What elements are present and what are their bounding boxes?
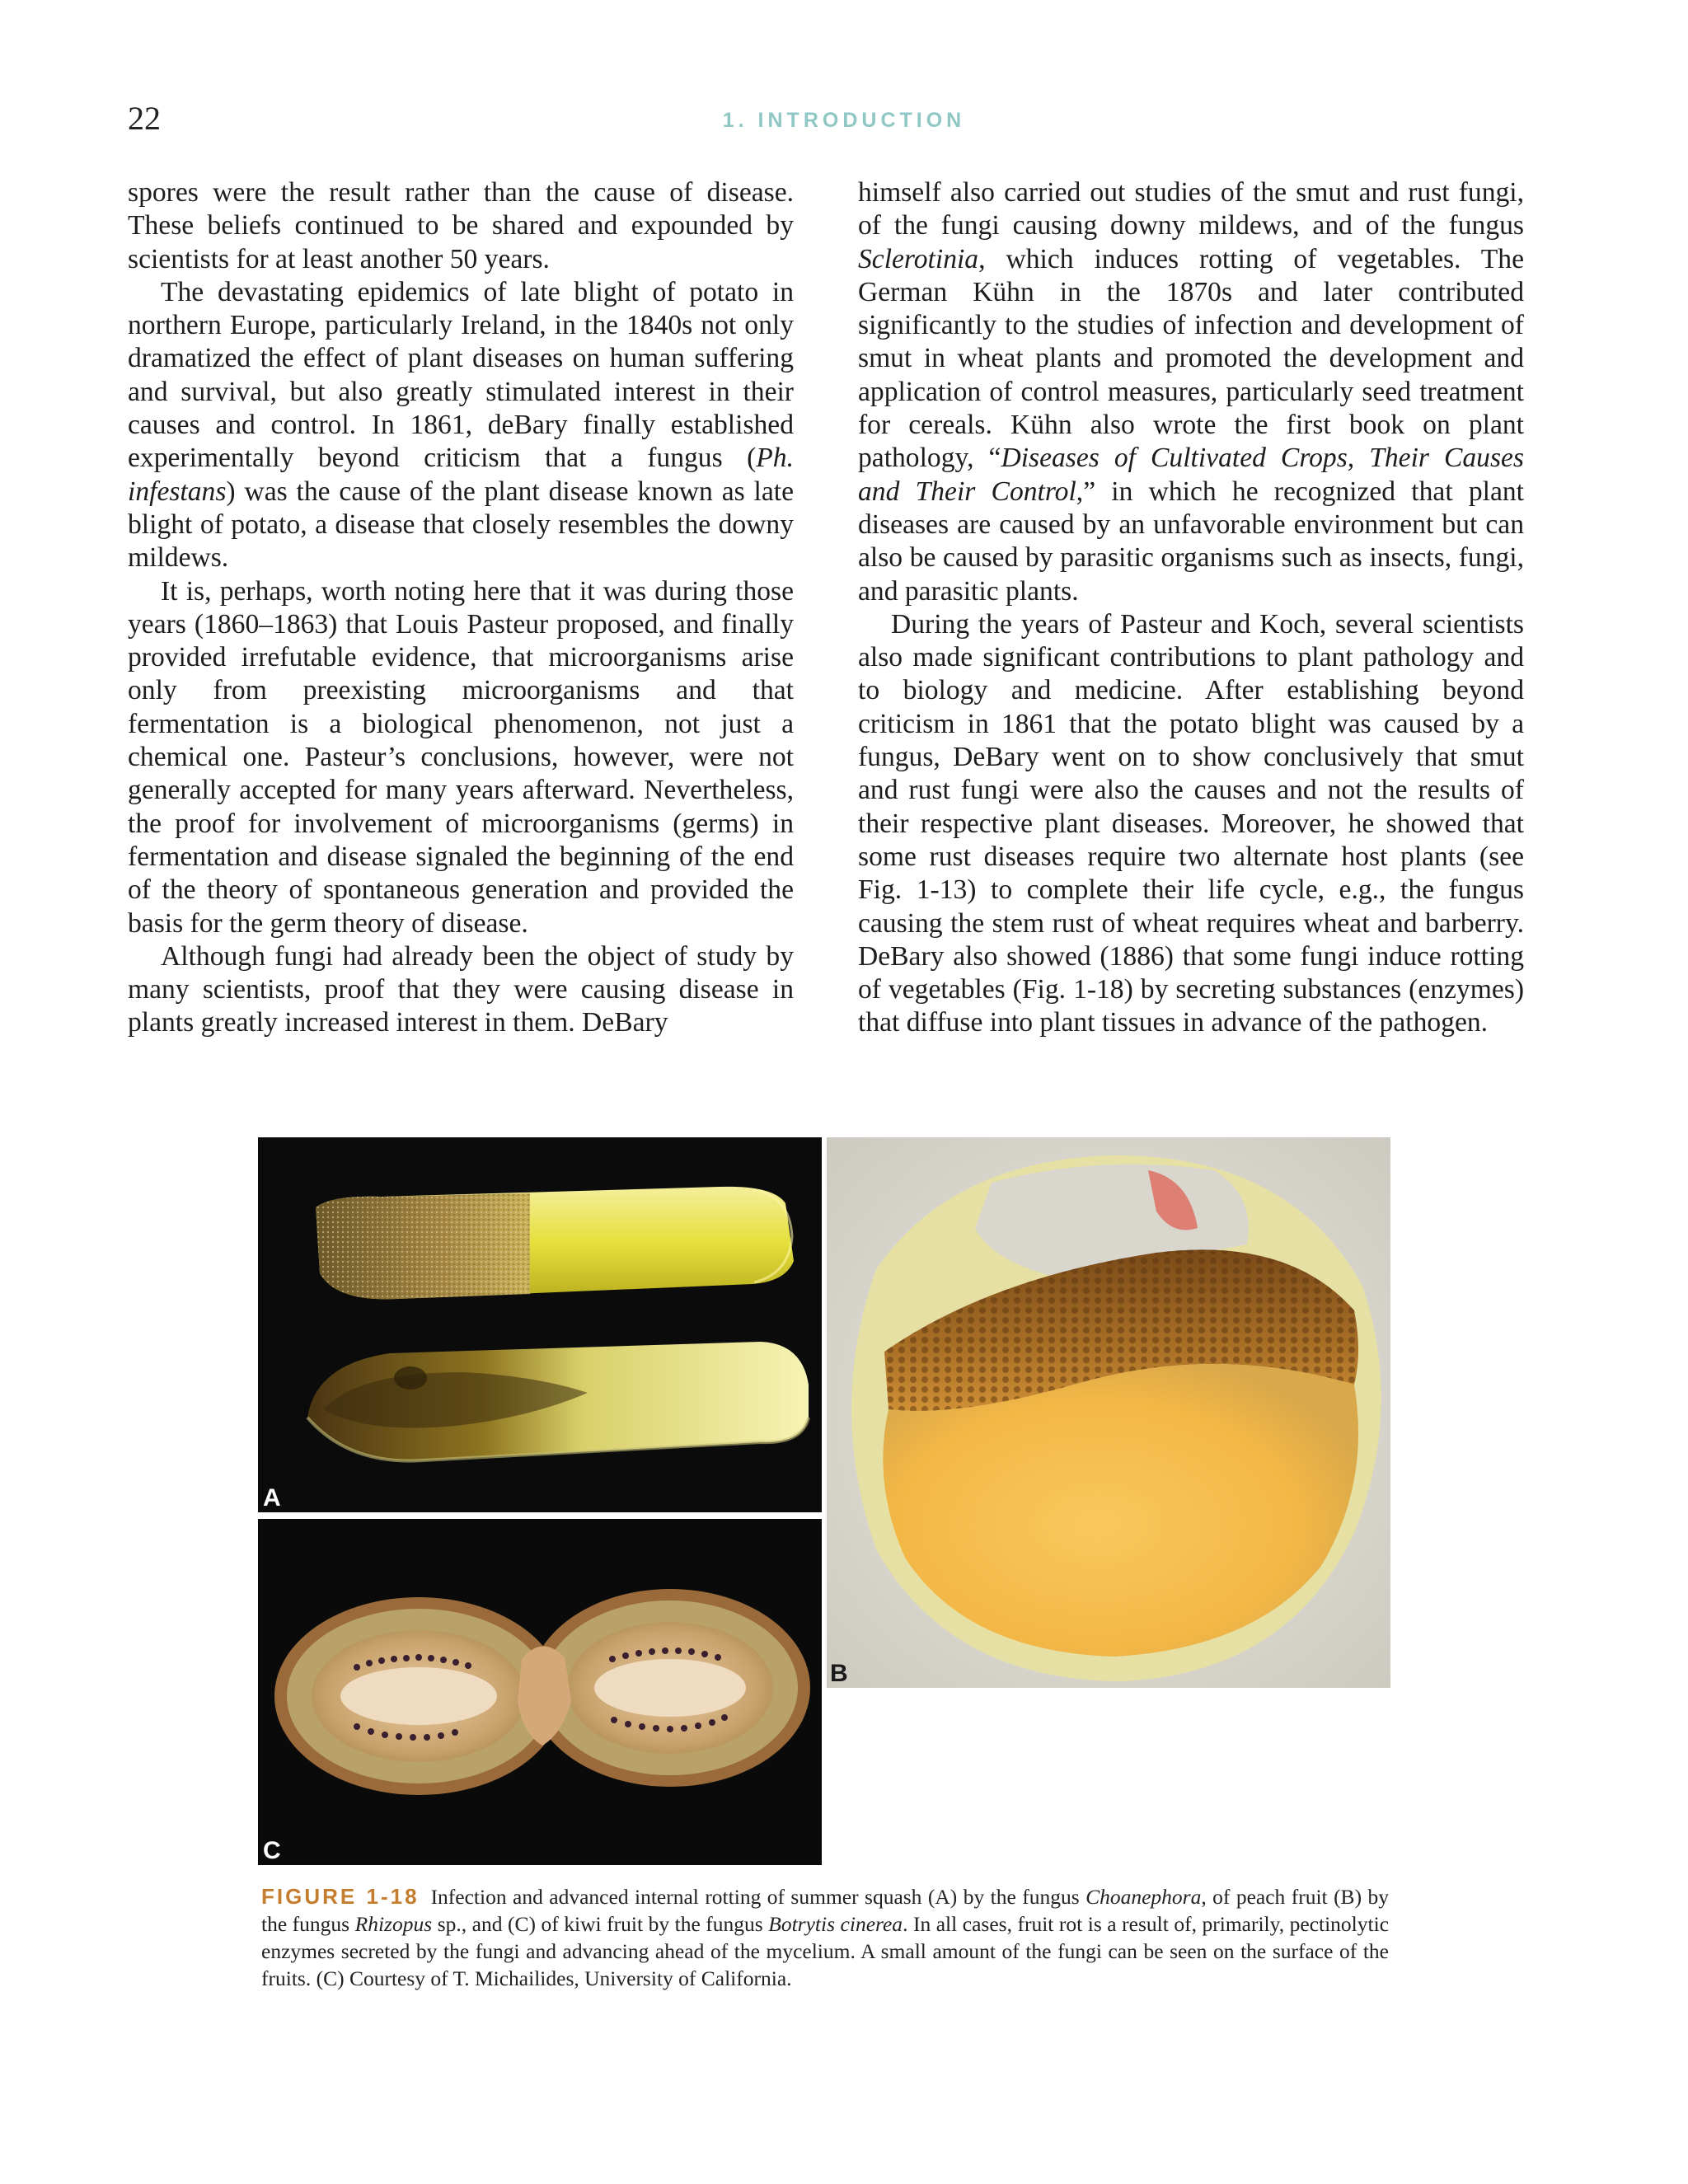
paragraph: It is, perhaps, worth noting here that it was during those years (1860–1863) that Louis Pasteur proposed, and finally provided irrefutable evidence, that microorganisms arise only from preexisting microorganisms and that fermentation is a biological phenomenon, not just a chemical one. Pasteur’s conclusions, however, were not generally accepted for many years afterward. Nevertheless, the proof for involvement of microorganisms (germs) in fermentation and disease signaled the beginning of the end of the theory of spontaneous generation and provided the basis for the germ theory of disease. xyxy=(128,575,794,939)
text-run: The devastating epidemics of late blight of potato in northern Europe, particularly Ireland, in the 1840s not only dramatized the effect of plant diseases on human suffering and survival, but also greatly stimulated interest in their causes and control. In 1861, deBary finally established experimentally beyond criticism that a fungus ( xyxy=(128,276,794,474)
peach-illustration xyxy=(827,1137,1390,1688)
squash-illustration xyxy=(258,1137,822,1512)
right-column xyxy=(858,176,1524,1040)
panel-label-b: B xyxy=(830,1660,848,1687)
page-number: 22 xyxy=(128,100,161,137)
caption-italic: Botrytis cinerea xyxy=(768,1912,903,1936)
caption-text: Infection and advanced internal rotting of summer squash (A) by the fungus xyxy=(430,1885,1086,1909)
italic-text: Ph. infestans xyxy=(128,443,794,507)
paragraph xyxy=(128,276,794,575)
text-run: ) was the cause of the plant disease known as late blight of potato, a disease that closely resembles the downy mildews. xyxy=(128,476,794,574)
photo-kiwi xyxy=(258,1519,822,1865)
left-column xyxy=(128,176,794,1040)
italic-text: Sclerotinia xyxy=(858,243,979,274)
kiwi-illustration xyxy=(258,1519,822,1865)
figure-caption xyxy=(261,1883,1389,1992)
text-run: , which induces rotting of vegetables. The German Kühn in the 1870s and later contributed significantly to the studies of infection and development of smut in wheat plants and promoted the development and application of control measures, particularly seed treatment for cereals. Kühn also wrote the first book on plant pathology, “ xyxy=(858,243,1524,474)
caption-text: , of peach fruit (B) by the fungus xyxy=(261,1885,1389,1936)
caption-italic: Rhizopus xyxy=(354,1912,433,1936)
running-head: 1. INTRODUCTION xyxy=(722,109,966,132)
caption-text: . In all cases, fruit rot is a result of, primarily, pectinolytic enzymes secreted by the fungi and advancing ahead of the mycelium. A small amount of the fungi can be seen on the surface of the fruits. (C) Courtesy of T. Michailides, University of California. xyxy=(261,1912,1390,1990)
paragraph: During the years of Pasteur and Koch, several scientists also made significant contributions to plant pathology and to biology and medicine. After establishing beyond criticism in 1861 that the potato blight was caused by a fungus, DeBary went on to show conclusively that smut and rust fungi were also the causes and not the results of their respective plant diseases. Moreover, he showed that some rust diseases require two alternate host plants (see Fig. 1-13) to complete their life cycle, e.g., the fungus causing the stem rust of wheat requires wheat and barberry. DeBary also showed (1886) that some fungi induce rotting of vegetables (Fig. 1-18) by secreting substances (enzymes) that diffuse into plant tissues in advance of the pathogen. xyxy=(858,608,1524,1038)
photo-summer-squash xyxy=(258,1137,822,1512)
photo-peach xyxy=(827,1137,1390,1688)
panel-label-a: A xyxy=(263,1484,281,1511)
text-run: ,” in which he recognized that plant diseases are caused by an unfavorable environment but can also be caused by parasitic organisms such as insects, fungi, and parasitic plants. xyxy=(858,476,1524,607)
caption-text: sp., and (C) of kiwi fruit by the fungus xyxy=(432,1912,769,1936)
panel-label-c: C xyxy=(263,1837,281,1864)
figure-1-18 xyxy=(258,1137,1390,1912)
paragraph: Although fungi had already been the object of study by many scientists, proof that they were causing disease in plants greatly increased interest in them. DeBary xyxy=(128,940,794,1038)
paragraph: spores were the result rather than the cause of disease. These beliefs continued to be shared and expounded by scientists for at least another 50 years. xyxy=(128,177,794,274)
paragraph xyxy=(858,176,1524,608)
text-run: himself also carried out studies of the smut and rust fungi, of the fungi causing downy mildews, and of the fungus xyxy=(858,177,1524,241)
figure-label: FIGURE 1-18 xyxy=(261,1884,420,1909)
italic-text: Diseases of Cultivated Crops, Their Causes and Their Control xyxy=(858,443,1525,507)
caption-italic: Choanephora xyxy=(1085,1885,1202,1909)
